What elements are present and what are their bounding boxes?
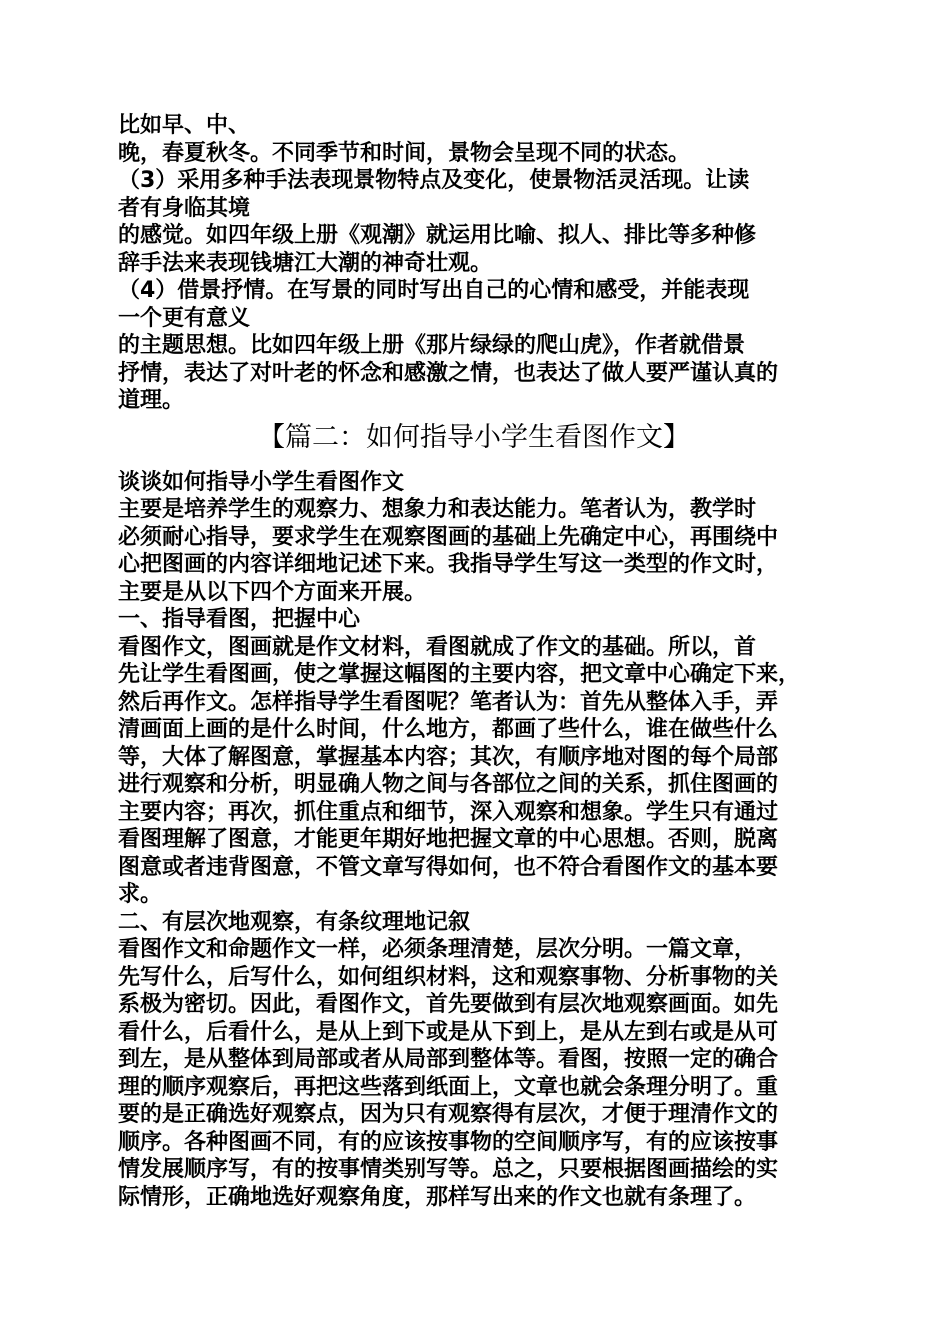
text-line: 图意或者违背图意，不管文章写得如何，也不符合看图作文的基本要 — [118, 854, 779, 880]
text-line: 主要内容；再次，抓住重点和细节，深入观察和想象。学生只有通过 — [118, 799, 779, 825]
text-line: 看图理解了图意，才能更年期好地把握文章的中心思想。否则，脱离 — [118, 827, 779, 852]
document-body — [118, 112, 848, 1211]
text-line: 抒情，表达了对叶老的怀念和感激之情，也表达了做人要严谨认真的 — [118, 360, 779, 386]
text-line: 看图作文和命题作文一样，必须条理清楚，层次分明。一篇文章， — [118, 937, 757, 962]
text-line: 先写什么，后写什么，如何组织材料，这和观察事物、分析事物的关 — [118, 964, 779, 990]
text-line: （4）借景抒情。在写景的同时写出自己的心情和感受，并能表现 — [118, 278, 750, 303]
text-line: 顺序。各种图画不同，有的应该按事物的空间顺序写，有的应该按事 — [118, 1129, 779, 1155]
section-title: 【篇二：如何指导小学生看图作文】 — [258, 421, 690, 453]
text-line: 等，大体了解图意，掌握基本内容；其次，有顺序地对图的每个局部 — [118, 744, 779, 770]
text-line: 一、指导看图，把握中心 — [118, 607, 361, 632]
text-line: 然后再作文。怎样指导学生看图呢？笔者认为：首先从整体入手，弄 — [118, 689, 779, 715]
text-line: 晚，春夏秋冬。不同季节和时间，景物会呈现不同的状态。 — [118, 140, 691, 166]
text-line: 清画面上画的是什么时间，什么地方，都画了些什么，谁在做些什么 — [118, 717, 779, 742]
section-one-text — [118, 112, 848, 415]
section-two-text — [118, 469, 848, 1212]
text-line: 进行观察和分析，明显确人物之间与各部位之间的关系，抓住图画的 — [118, 772, 779, 797]
text-line: 二、有层次地观察，有条纹理地记叙 — [118, 909, 471, 935]
text-line: 看什么，后看什么，是从上到下或是从下到上，是从左到右或是从可 — [118, 1019, 779, 1045]
text-line: 先让学生看图画，使之掌握这幅图的主要内容，把文章中心确定下来， — [118, 662, 801, 687]
text-line: （3）采用多种手法表现景物特点及变化，使景物活灵活现。让读 — [118, 168, 750, 193]
text-line: 主要是培养学生的观察力、想象力和表达能力。笔者认为，教学时 — [118, 497, 757, 522]
text-line: 到左，是从整体到局部或者从局部到整体等。看图，按照一定的确合 — [118, 1047, 779, 1072]
text-line: 要的是正确选好观察点，因为只有观察得有层次，才便于理清作文的 — [118, 1102, 779, 1127]
text-line: 情发展顺序写，有的按事情类别写等。总之，只要根据图画描绘的实 — [118, 1157, 779, 1182]
text-line: 系极为密切。因此，看图作文，首先要做到有层次地观察画面。如先 — [118, 992, 779, 1017]
text-line: 必须耐心指导，要求学生在观察图画的基础上先确定中心，再围绕中 — [118, 524, 779, 550]
text-line: 谈谈如何指导小学生看图作文 — [118, 469, 405, 495]
text-line: 理的顺序观察后，再把这些落到纸面上，文章也就会条理分明了。重 — [118, 1074, 779, 1100]
text-line: 辞手法来表现钱塘江大潮的神奇壮观。 — [118, 250, 493, 276]
text-line: 看图作文，图画就是作文材料，看图就成了作文的基础。所以，首 — [118, 634, 757, 660]
text-line: 的主题思想。比如四年级上册《那片绿绿的爬山虎》，作者就借景 — [118, 333, 746, 358]
text-line: 的感觉。如四年级上册《观潮》就运用比喻、拟人、排比等多种修 — [118, 223, 757, 248]
text-line: 心把图画的内容详细地记述下来。我指导学生写这一类型的作文时， — [118, 552, 779, 577]
text-line: 际情形，正确地选好观察角度，那样写出来的作文也就有条理了。 — [118, 1184, 757, 1210]
text-line: 道理。 — [118, 388, 185, 413]
text-line: 者有身临其境 — [118, 195, 251, 221]
text-line: 比如早、中、 — [118, 113, 251, 138]
text-line: 一个更有意义 — [118, 305, 251, 331]
text-line: 主要是从以下四个方面来开展。 — [118, 579, 427, 605]
text-line: 求。 — [118, 882, 163, 907]
